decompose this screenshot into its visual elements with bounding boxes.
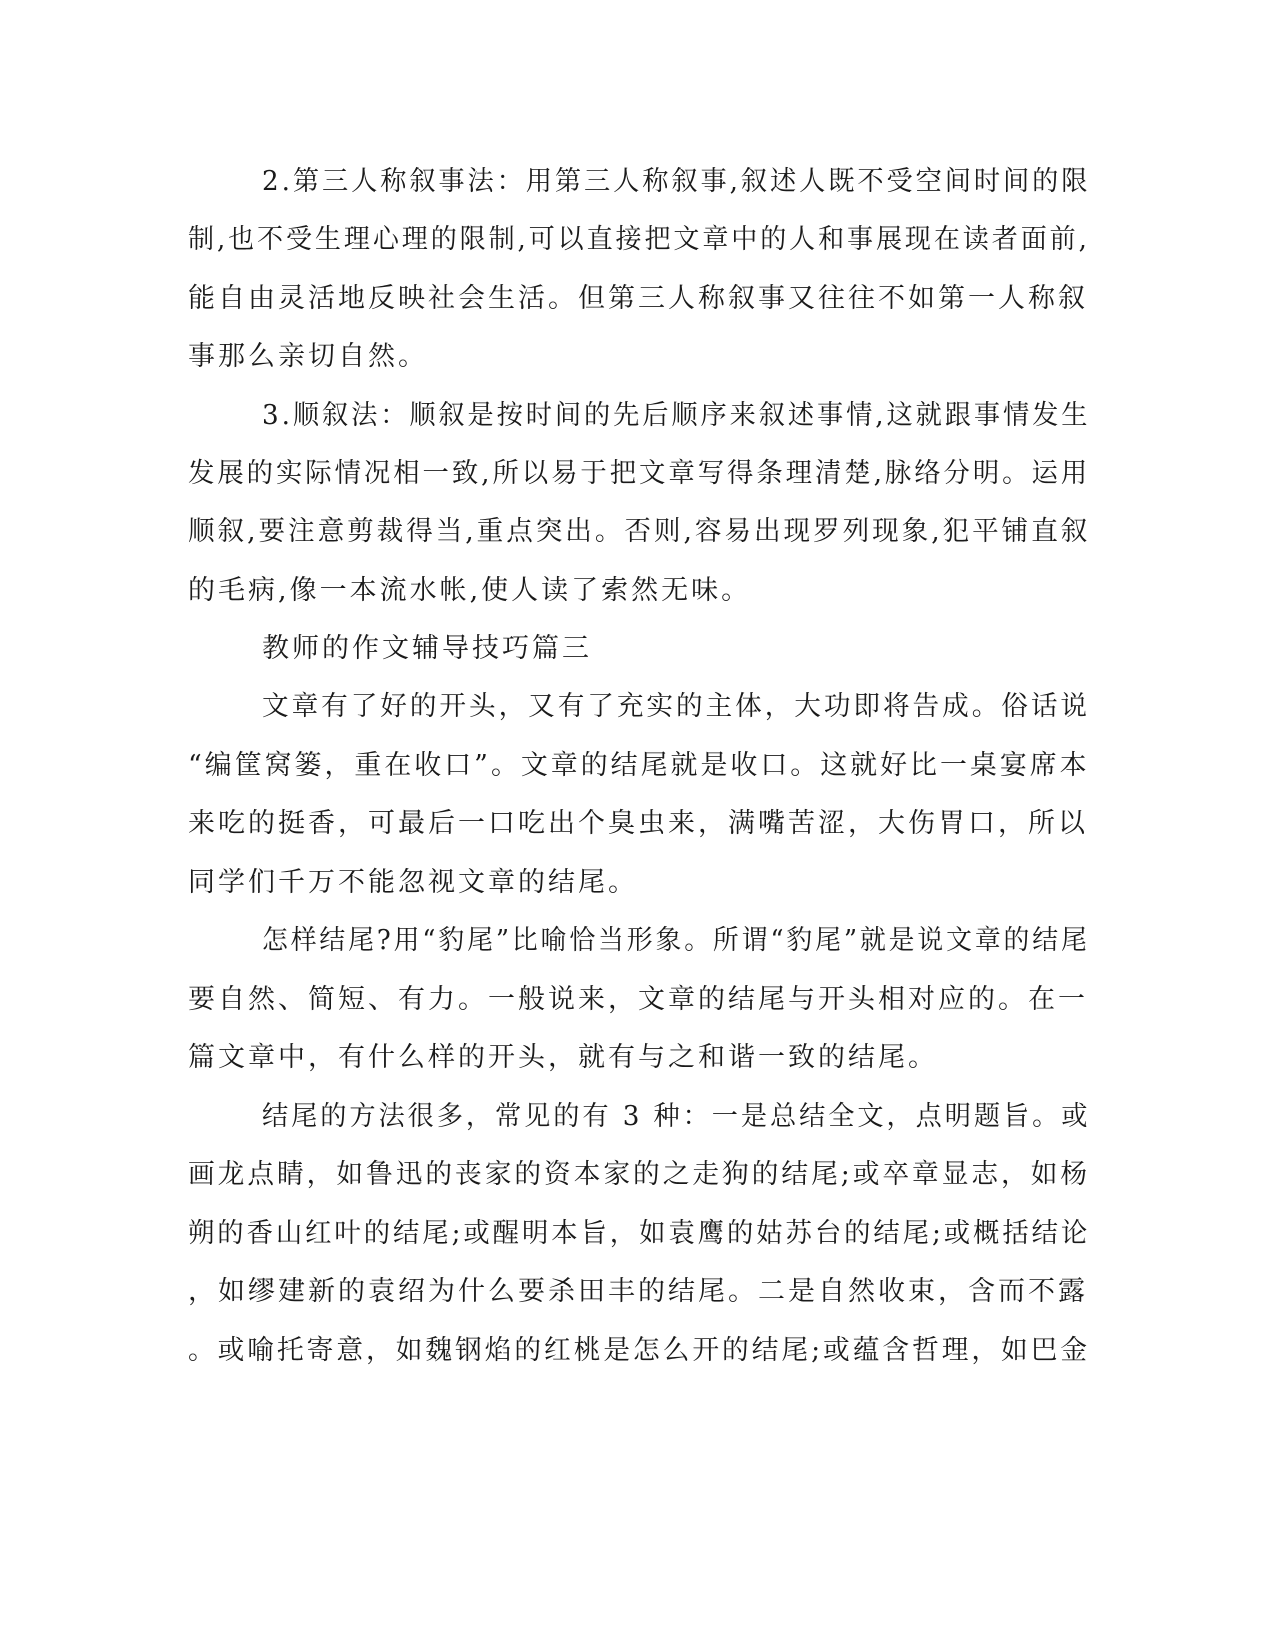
text-line: 结尾的方法很多，常见的有 3 种：一是总结全文，点明题旨。或 bbox=[262, 1101, 1091, 1132]
text-line: 来吃的挺香，可最后一口吃出个臭虫来，满嘴苦涩，大伤胃口，所以 bbox=[188, 808, 1088, 839]
text-line: 同学们千万不能忽视文章的结尾。 bbox=[188, 867, 638, 898]
text-line: 顺叙,要注意剪裁得当,重点突出。否则,容易出现罗列现象,犯平铺直叙 bbox=[188, 516, 1091, 547]
text-line: 能自由灵活地反映社会生活。但第三人称叙事又往往不如第一人称叙 bbox=[188, 283, 1088, 314]
text-line: ，如缪建新的袁绍为什么要杀田丰的结尾。二是自然收束，含而不露 bbox=[188, 1276, 1088, 1307]
text-line: 篇文章中，有什么样的开头，就有与之和谐一致的结尾。 bbox=[188, 1042, 938, 1073]
text-line: 朔的香山红叶的结尾;或醒明本旨，如袁鹰的姑苏台的结尾;或概括结论 bbox=[188, 1218, 1091, 1249]
text-line: 画龙点睛，如鲁迅的丧家的资本家的之走狗的结尾;或卒章显志，如杨 bbox=[188, 1159, 1091, 1190]
text-line: 制,也不受生理心理的限制,可以直接把文章中的人和事展现在读者面前, bbox=[188, 224, 1090, 255]
text-line: 2.第三人称叙事法：用第三人称叙事,叙述人既不受空间时间的限 bbox=[262, 166, 1091, 197]
text-line: 事那么亲切自然。 bbox=[188, 341, 428, 372]
text-line: 。或喻托寄意，如魏钢焰的红桃是怎么开的结尾;或蕴含哲理，如巴金 bbox=[188, 1335, 1091, 1366]
text-line: 的毛病,像一本流水帐,使人读了索然无味。 bbox=[188, 575, 752, 606]
text-line: 文章有了好的开头，又有了充实的主体，大功即将告成。俗话说 bbox=[262, 691, 1090, 722]
text-line: 要自然、简短、有力。一般说来，文章的结尾与开头相对应的。在一 bbox=[188, 984, 1088, 1015]
text-line: 3.顺叙法：顺叙是按时间的先后顺序来叙述事情,这就跟事情发生 bbox=[262, 400, 1091, 431]
text-line: 怎样结尾?用“豹尾”比喻恰当形象。所谓“豹尾”就是说文章的结尾 bbox=[262, 925, 1090, 956]
section-heading: 教师的作文辅导技巧篇三 bbox=[262, 633, 592, 664]
text-line: “编筐窝篓，重在收口”。文章的结尾就是收口。这就好比一桌宴席本 bbox=[188, 750, 1090, 781]
text-line: 发展的实际情况相一致,所以易于把文章写得条理清楚,脉络分明。运用 bbox=[188, 458, 1091, 489]
